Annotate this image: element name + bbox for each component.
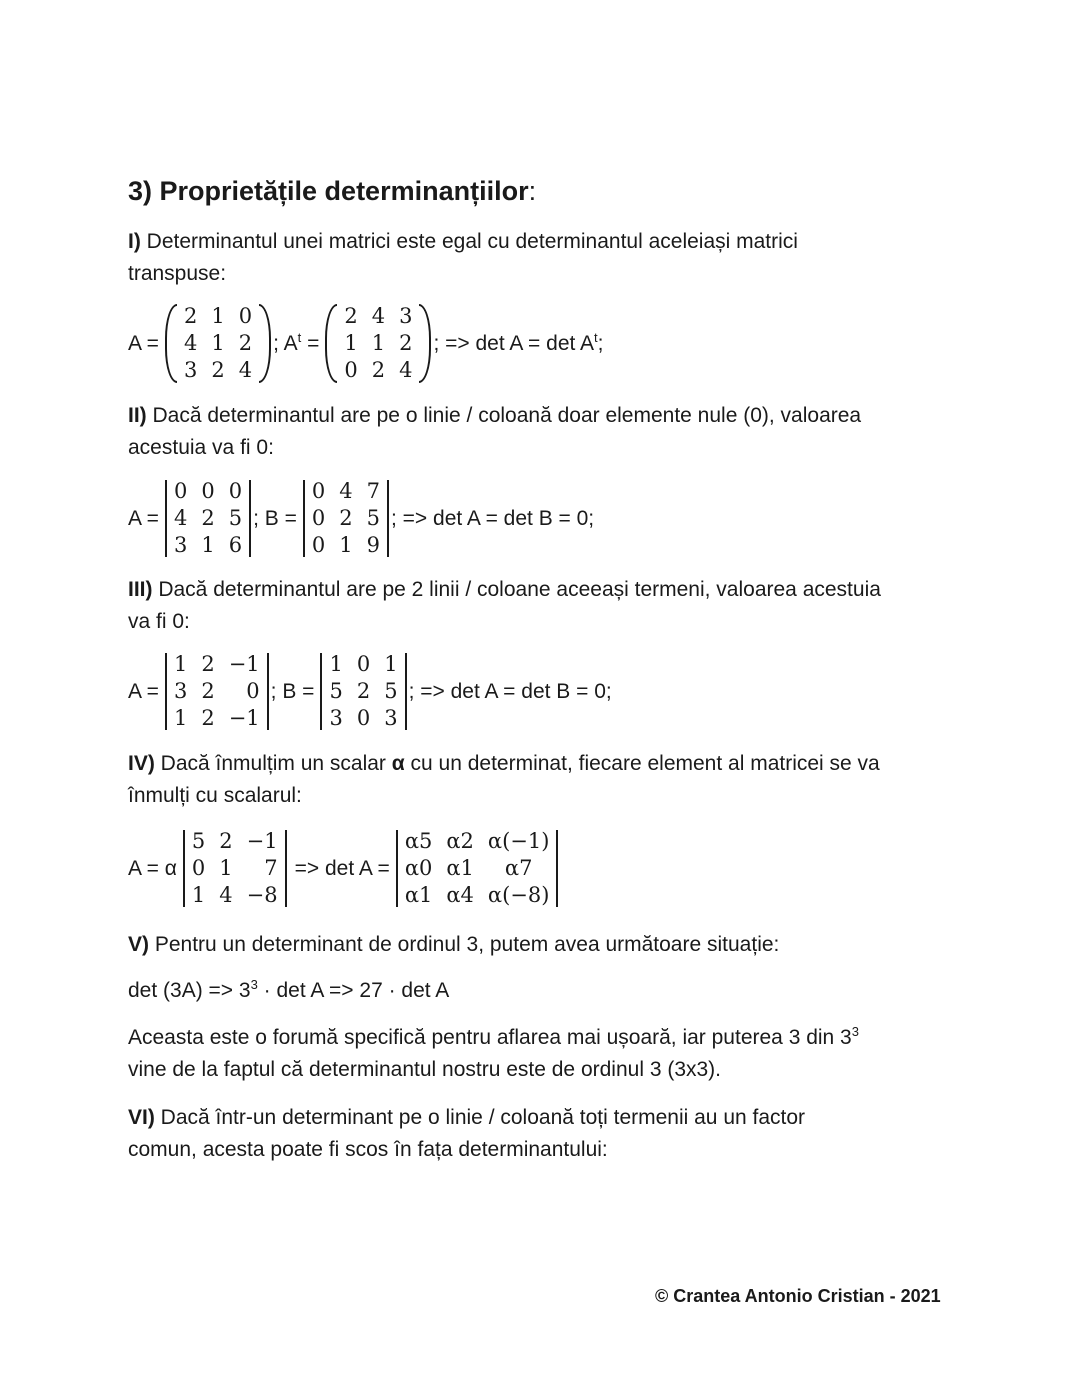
property-5-line1: Pentru un determinant de ordinul 3, putem avea următoare situație:: [149, 933, 780, 956]
matrix-cell: 2: [201, 652, 215, 676]
matrix-cell: 2: [219, 829, 233, 853]
matrix-cell: α0: [404, 856, 433, 880]
property-6-label: VI): [128, 1106, 155, 1129]
determinant-a: [165, 478, 251, 559]
matrix-a-label: A =: [128, 506, 159, 530]
note-line2: vine de la faptul că determinantul nostru este de ordinul 3 (3x3).: [128, 1058, 722, 1081]
matrix-row: [167, 505, 249, 532]
transpose-superscript: t: [297, 329, 302, 345]
result-text: ; => det A = det B = 0;: [408, 679, 612, 703]
matrix-row: [167, 705, 267, 732]
determinant-a: [165, 651, 269, 732]
matrix-cell: 2: [339, 506, 353, 530]
property-2-line1: Dacă determinantul are pe o linie / coloană doar elemente nule (0), valoarea: [146, 404, 862, 427]
property-3-line1: Dacă determinantul are pe 2 linii / coloane aceeași termeni, valoarea acestuia: [152, 578, 881, 601]
matrix-cell: 4: [399, 358, 413, 382]
left-paren: [325, 304, 337, 383]
result-text: ; => det A = det A: [433, 331, 595, 355]
determinant-b: [303, 478, 389, 559]
property-4-equation: [128, 828, 558, 909]
matrix-cell: 2: [344, 304, 358, 328]
matrix-cell: −1: [228, 706, 260, 730]
matrix-cell: 2: [201, 506, 215, 530]
copyright-footer: © Crantea Antonio Cristian - 2021: [655, 1286, 941, 1306]
matrix-cell: 2: [399, 331, 413, 355]
property-1-line2: transpuse:: [128, 262, 227, 285]
matrix-a-label: A =: [128, 679, 159, 703]
matrix-cell: −1: [228, 652, 260, 676]
matrix-cell: 0: [356, 652, 371, 676]
matrix-cell: 0: [356, 706, 371, 730]
property-4-text: [128, 748, 880, 812]
result-superscript: t: [594, 329, 598, 345]
property-4-label: IV): [128, 752, 155, 775]
matrix-b-label: ; B =: [253, 506, 297, 530]
matrix-a-label: A =: [128, 331, 159, 355]
result-text: ; => det A = det B = 0;: [390, 506, 595, 530]
matrix-row: [337, 303, 419, 330]
right-bar: [556, 830, 558, 907]
matrix-b-label: ; B =: [270, 679, 315, 703]
matrix-cell: 1: [371, 331, 386, 355]
right-bar: [285, 830, 287, 907]
matrix-cell: 0: [246, 679, 260, 703]
property-5-note: [128, 1022, 859, 1086]
right-bar: [249, 480, 251, 557]
matrix-cell: α5: [404, 829, 433, 853]
matrix-cell: 4: [173, 506, 188, 530]
matrix-a: [165, 303, 271, 384]
right-bar: [387, 480, 389, 557]
matrix-cell: −8: [246, 883, 278, 907]
matrix-row: [167, 651, 267, 678]
property-1-text: [128, 226, 798, 290]
matrix-cell: α(−1): [487, 829, 550, 853]
matrix-row: [167, 532, 249, 559]
matrix-row: [305, 505, 387, 532]
matrix-cell: 7: [366, 479, 380, 503]
matrix-cell: 4: [219, 883, 233, 907]
property-4-line1b: cu un determinat, fiecare element al matricei se va: [404, 752, 880, 775]
determinant-a: [183, 828, 287, 909]
property-5-formula: [128, 975, 449, 1007]
matrix-cell: 0: [311, 506, 326, 530]
implies-text: => det A =: [294, 856, 390, 880]
matrix-cell: α(−8): [487, 883, 550, 907]
note-superscript: 3: [851, 1024, 859, 1039]
matrix-row: [177, 357, 259, 384]
title-colon: :: [528, 176, 537, 206]
matrix-cell: 1: [384, 652, 398, 676]
matrix-cell: 7: [264, 856, 278, 880]
matrix-cell: 6: [228, 533, 243, 557]
matrix-cell: 4: [183, 331, 198, 355]
matrix-cell: 0: [311, 533, 326, 557]
property-3-line2: va fi 0:: [128, 610, 190, 633]
formula-superscript: 3: [250, 977, 258, 992]
matrix-a-label: A = α: [128, 856, 177, 880]
matrix-row: [398, 882, 557, 909]
property-4-line1a: Dacă înmulțim un scalar: [154, 752, 392, 775]
matrix-cell: 5: [366, 506, 380, 530]
matrix-row: [337, 330, 419, 357]
right-bar: [267, 653, 269, 730]
matrix-cell: 1: [219, 856, 233, 880]
matrix-row: [185, 882, 285, 909]
matrix-cell: 2: [238, 331, 253, 355]
matrix-cell: 5: [384, 679, 398, 703]
matrix-cell: 2: [201, 679, 215, 703]
matrix-cell: 3: [329, 706, 343, 730]
matrix-row: [185, 855, 285, 882]
determinant-b: [320, 651, 406, 732]
matrix-cell: α4: [446, 883, 474, 907]
matrix-cell: 2: [371, 358, 386, 382]
matrix-cell: 1: [329, 652, 343, 676]
matrix-cell: 0: [201, 479, 215, 503]
separator-text: ; A: [273, 331, 298, 355]
matrix-cell: 2: [356, 679, 371, 703]
property-3-label: III): [128, 578, 153, 601]
matrix-row: [398, 828, 557, 855]
property-5-label: V): [128, 933, 149, 956]
matrix-row: [177, 303, 259, 330]
property-4-line2: înmulți cu scalarul:: [128, 784, 302, 807]
formula-part-b: · det A => 27 · det A: [257, 979, 450, 1002]
matrix-row: [185, 828, 285, 855]
formula-part-a: det (3A) => 3: [128, 979, 251, 1002]
matrix-cell: 1: [339, 533, 353, 557]
matrix-cell: 3: [173, 533, 188, 557]
property-2-text: [128, 400, 861, 464]
matrix-row: [167, 678, 267, 705]
matrix-cell: 1: [173, 706, 188, 730]
property-5-text: [128, 929, 779, 961]
left-paren: [165, 304, 177, 383]
note-line1: Aceasta este o forumă specifică pentru aflarea mai ușoară, iar puterea 3 din 3: [128, 1026, 852, 1049]
matrix-cell: 4: [339, 479, 353, 503]
matrix-cell: α2: [446, 829, 474, 853]
matrix-cell: 1: [344, 331, 358, 355]
matrix-cell: 0: [238, 304, 253, 328]
matrix-cell: −1: [246, 829, 278, 853]
matrix-cell: 2: [201, 706, 215, 730]
right-paren: [259, 304, 271, 383]
property-2-line2: acestuia va fi 0:: [128, 436, 274, 459]
property-2-equation: [128, 478, 600, 559]
matrix-row: [322, 651, 404, 678]
matrix-cell: 0: [344, 358, 358, 382]
matrix-a-transpose: [325, 303, 431, 384]
determinant-result: [396, 828, 559, 909]
matrix-cell: 0: [191, 856, 206, 880]
section-title: [128, 176, 536, 207]
matrix-cell: 5: [191, 829, 206, 853]
section-title-text: 3) Proprietățile determinanțiilor: [128, 176, 529, 206]
property-3-equation: [128, 651, 618, 732]
matrix-cell: 9: [366, 533, 380, 557]
right-bar: [405, 653, 407, 730]
matrix-cell: 1: [173, 652, 188, 676]
property-3-text: [128, 574, 881, 638]
matrix-cell: 1: [191, 883, 206, 907]
matrix-cell: 3: [173, 679, 188, 703]
matrix-cell: 5: [329, 679, 343, 703]
matrix-cell: 1: [201, 533, 215, 557]
property-6-line1: Dacă într-un determinant pe o linie / coloană toți termenii au un factor: [154, 1106, 806, 1129]
matrix-cell: 0: [311, 479, 326, 503]
matrix-cell: 1: [211, 331, 225, 355]
result-end: ;: [597, 331, 604, 355]
matrix-row: [322, 678, 404, 705]
matrix-cell: 2: [183, 304, 198, 328]
property-1-equation: [128, 303, 610, 384]
property-1-line1: Determinantul unei matrici este egal cu determinantul aceleiași matrici: [140, 230, 798, 253]
matrix-row: [177, 330, 259, 357]
matrix-row: [167, 478, 249, 505]
matrix-row: [337, 357, 419, 384]
right-paren: [419, 304, 431, 383]
property-2-label: II): [128, 404, 147, 427]
matrix-cell: α1: [404, 883, 433, 907]
matrix-cell: 4: [238, 358, 253, 382]
matrix-row: [398, 855, 557, 882]
matrix-cell: 4: [371, 304, 386, 328]
matrix-cell: 1: [211, 304, 225, 328]
matrix-cell: 2: [211, 358, 225, 382]
matrix-cell: 3: [384, 706, 398, 730]
equals-sign: =: [301, 331, 320, 355]
matrix-row: [305, 478, 387, 505]
matrix-cell: 3: [183, 358, 198, 382]
matrix-row: [305, 532, 387, 559]
matrix-cell: 0: [173, 479, 188, 503]
property-6-line2: comun, acesta poate fi scos în fața determinantului:: [128, 1138, 608, 1161]
alpha-symbol: α: [391, 752, 405, 775]
matrix-cell: 3: [399, 304, 413, 328]
property-6-text: [128, 1102, 805, 1166]
matrix-cell: 0: [228, 479, 243, 503]
matrix-cell: α7: [504, 856, 533, 880]
property-1-label: I): [128, 230, 141, 253]
matrix-cell: α1: [446, 856, 474, 880]
matrix-cell: 5: [228, 506, 243, 530]
matrix-row: [322, 705, 404, 732]
